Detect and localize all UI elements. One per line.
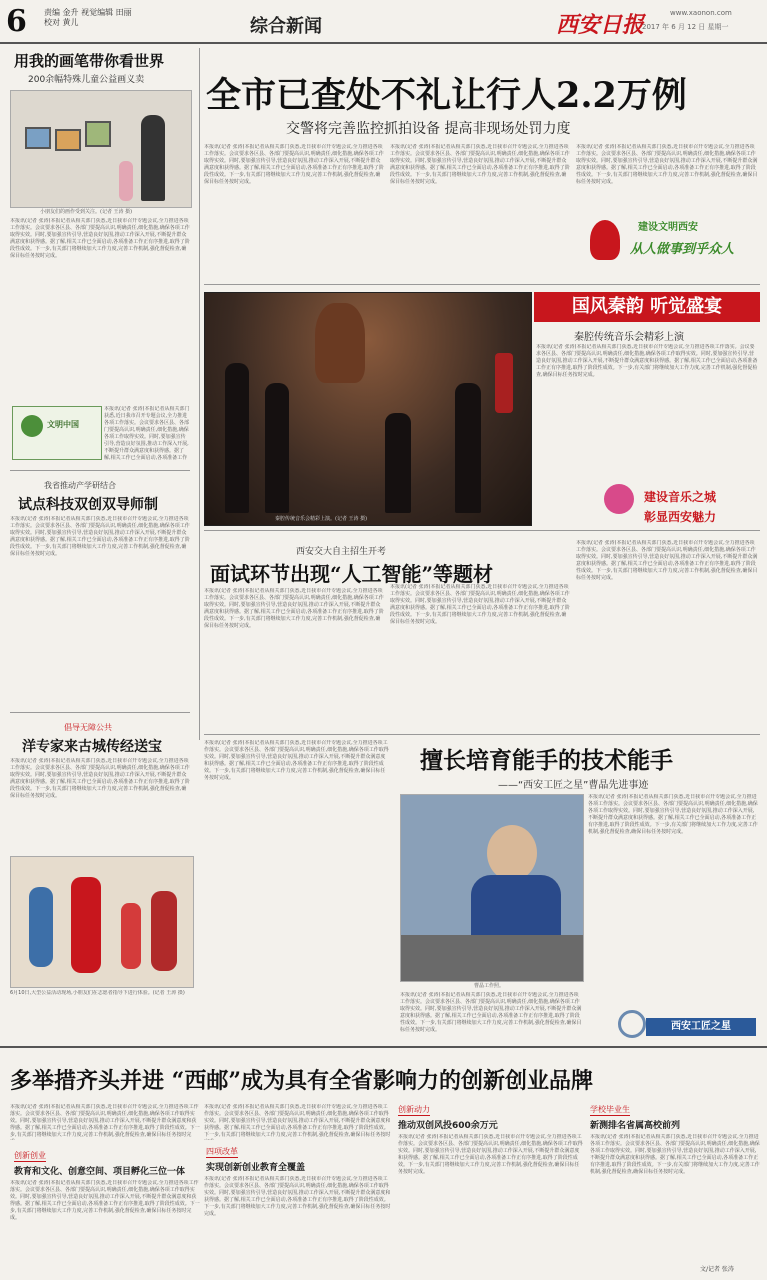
left-h3-kicker: 倡导无障公共 — [64, 723, 112, 732]
header-rule — [0, 42, 767, 44]
bottom-col3-head: 创新动力 — [398, 1105, 430, 1114]
main-text-col1: 本报讯(记者 张涛)本报记者从相关部门获悉,近日我市召开专题会议,全力推进各项工作落实。会议要求各区县、各部门要提高认识,明确责任,细化措施,确保各项工作取得实效。同时,要加强宣传引导,营造良好氛围,推动工作深入开展,不断提升群众满意度和获得感。据了解,相关工作已全面启动,各项准备工作正有序推进,取得了阶段性成效。下一步,有关部门将继续加大工作力度,完善工作机制,强化督促检查,确保目标任务按时完成。 — [204, 144, 384, 185]
craft-text-col1: 本报讯(记者 张涛)本报记者从相关部门获悉,近日我市召开专题会议,全力推进各项工作落实。会议要求各区县、各部门要提高认识,明确责任,细化措施,确保各项工作取得实效。同时,要加强宣传引导,营造良好氛围,推动工作深入开展,不断提升群众满意度和获得感。据了解,相关工作已全面启动,各项准备工作正有序推进,取得了阶段性成效。下一步,有关部门将继续加大工作力度,完善工作机制,强化督促检查,确保目标任务按时完成。 — [204, 740, 389, 781]
flower-icon — [604, 484, 634, 514]
left-story2-text: 本报讯(记者 张涛)本报记者从相关部门获悉,近日我市召开专题会议,全力推进各项工作落实。会议要求各区县、各部门要提高认识,明确责任,细化措施,确保各项工作取得实效。同时,要加强宣传引导,营造良好氛围,推动工作深入开展,不断提升群众满意度和获得感。据了解,相关工作已全面启动,各项准备工作正有序推进,取得了阶段性成效。下一步,有关部门将继续加大工作力度,完善工作机制,强化督促检查,确保目标任务按时完成。 — [10, 516, 190, 557]
painting-photo-caption: 小朋友们的画作受到关注。(记者 王涛 摄) — [40, 209, 133, 215]
badge-title: 建设文明西安 — [638, 222, 698, 233]
newspaper-logo: 西安日报 — [556, 12, 645, 38]
ad-logo-icon — [21, 415, 43, 437]
ai-text-col2: 本报讯(记者 张涛)本报记者从相关部门获悉,近日我市召开专题会议,全力推进各项工作落实。会议要求各区县、各部门要提高认识,明确责任,细化措施,确保各项工作取得实效。同时,要加强宣传引导,营造良好氛围,推动工作深入开展,不断提升群众满意度和获得感。据了解,相关工作已全面启动,各项准备工作正有序推进,取得了阶段性成效。下一步,有关部门将继续加大工作力度,完善工作机制,强化督促检查,确保目标任务按时完成。 — [390, 584, 570, 625]
badge-figure-icon — [590, 220, 620, 260]
worker-photo-caption: 曹晶工作照。 — [474, 983, 505, 989]
concert-photo — [204, 292, 532, 526]
page-number: 6 — [6, 4, 27, 39]
ai-text-col3: 本报讯(记者 张涛)本报记者从相关部门获悉,近日我市召开专题会议,全力推进各项工作落实。会议要求各区县、各部门要提高认识,明确责任,细化措施,确保各项工作取得实效。同时,要加强宣传引导,营造良好氛围,推动工作深入开展,不断提升群众满意度和获得感。据了解,相关工作已全面启动,各项准备工作正有序推进,取得了阶段性成效。下一步,有关部门将继续加大工作力度,完善工作机制,强化督促检查,确保目标任务按时完成。 — [576, 540, 758, 581]
bottom-col1-head: 创新创业 — [14, 1151, 46, 1160]
left-story1-text: 本报讯(记者 张涛)本报记者从相关部门获悉,近日我市召开专题会议,全力推进各项工作落实。会议要求各区县、各部门要提高认识,明确责任,细化措施,确保各项工作取得实效。同时,要加强宣传引导,营造良好氛围,推动工作深入开展,不断提升群众满意度和获得感。据了解,相关工作已全面启动,各项准备工作正有序推进,取得了阶段性成效。下一步,有关部门将继续加大工作力度,完善工作机制,强化督促检查,确保目标任务按时完成。 — [10, 218, 190, 259]
bottom-col1-title: 教育和文化、创意空间、项目孵化三位一体 — [14, 1167, 186, 1177]
bottom-col2-head: 四项改革 — [206, 1147, 238, 1156]
bottom-col4-title: 新测排名省属高校前列 — [590, 1121, 681, 1131]
bottom-col2-text-a: 本报讯(记者 张涛)本报记者从相关部门获悉,近日我市召开专题会议,全力推进各项工作落实。会议要求各区县、各部门要提高认识,明确责任,细化措施,确保各项工作取得实效。同时,要加强宣传引导,营造良好氛围,推动工作深入开展,不断提升群众满意度和获得感。据了解,相关工作已全面启动,各项准备工作正有序推进,取得了阶段性成效。下一步,有关部门将继续加大工作力度,完善工作机制,强化督促检查,确保目标任务按时 — [204, 1104, 391, 1138]
bottom-col1-text-a: 本报讯(记者 张涛)本报记者从相关部门获悉,近日我市召开专题会议,全力推进各项工作落实。会议要求各区县、各部门要提高认识,明确责任,细化措施,确保各项工作取得实效。同时,要加强宣传引导,营造良好氛围,推动工作深入开展,不断提升群众满意度和获得感。据了解,相关工作已全面启动,各项准备工作正有序推进,取得了阶段性成效。下一步,有关部门将继续加大工作力度,完善工作机制,强化督促检查,确保目标任务按时完 — [10, 1104, 200, 1138]
music-banner: 国风秦韵 听觉盛宴 — [534, 292, 760, 322]
left-h2: 试点科技双创双导师制 — [18, 497, 158, 513]
section-title: 综合新闻 — [250, 16, 322, 37]
volunteer-photo-caption: 6月10日,大型公益活动现场,小朋友们在志愿者指导下进行体验。(记者 王涛 摄) — [10, 990, 185, 996]
main-text-col3: 本报讯(记者 张涛)本报记者从相关部门获悉,近日我市召开专题会议,全力推进各项工作落实。会议要求各区县、各部门要提高认识,明确责任,细化措施,确保各项工作取得实效。同时,要加强宣传引导,营造良好氛围,推动工作深入开展,不断提升群众满意度和获得感。据了解,相关工作已全面启动,各项准备工作正有序推进,取得了阶段性成效。下一步,有关部门将继续加大工作力度,完善工作机制,强化督促检查,确保目标任务按时完成。 — [576, 144, 758, 185]
bottom-col1-text-b: 本报讯(记者 张涛)本报记者从相关部门获悉,近日我市召开专题会议,全力推进各项工作落实。会议要求各区县、各部门要提高认识,明确责任,细化措施,确保各项工作取得实效。同时,要加强宣传引导,营造良好氛围,推动工作深入开展,不断提升群众满意度和获得感。据了解,相关工作已全面启动,各项准备工作正有序推进,取得了阶段性成效。下一步,有关部门将继续加大工作力度,完善工作机制,强化督促检查,确保目标任务按时完成。 — [10, 1180, 200, 1221]
ai-kicker: 西安交大自主招生开考 — [296, 547, 387, 557]
ai-headline: 面试环节出现“人工智能”等题材 — [210, 562, 494, 586]
music-text: 本报讯(记者 张涛)本报记者从相关部门获悉,近日我市召开专题会议,全力推进各项工作落实。会议要求各区县、各部门要提高认识,明确责任,细化措施,确保各项工作取得实效。同时,要加强宣传引导,营造良好氛围,推动工作深入开展,不断提升群众满意度和获得感。据了解,相关工作已全面启动,各项准备工作正有序推进,取得了阶段性成效。下一步,有关部门将继续加大工作力度,完善工作机制,强化督促检查,确保目标任务按时完成。 — [536, 344, 758, 378]
craft-text-col3: 本报讯(记者 张涛)本报记者从相关部门获悉,近日我市召开专题会议,全力推进各项工作落实。会议要求各区县、各部门要提高认识,明确责任,细化措施,确保各项工作取得实效。同时,要加强宣传引导,营造良好氛围,推动工作深入开展,不断提升群众满意度和获得感。据了解,相关工作已全面启动,各项准备工作正有序推进,取得了阶段性成效。下一步,有关部门将继续加大工作力度,完善工作机制,强化督促检查,确保目标任务按时完成。 — [588, 794, 758, 835]
craft-text-col2b: 本报讯(记者 张涛)本报记者从相关部门获悉,近日我市召开专题会议,全力推进各项工作落实。会议要求各区县、各部门要提高认识,明确责任,细化措施,确保各项工作取得实效。同时,要加强宣传引导,营造良好氛围,推动工作深入开展,不断提升群众满意度和获得感。据了解,相关工作已全面启动,各项准备工作正有序推进,取得了阶段性成效。下一步,有关部门将继续加大工作力度,完善工作机制,强化督促检查,确保目标任务按时完成。 — [400, 992, 582, 1033]
ad-title: 文明中国 — [47, 419, 79, 429]
craft-badge — [618, 1010, 758, 1040]
left-story3-text: 本报讯(记者 张涛)本报记者从相关部门获悉,近日我市召开专题会议,全力推进各项工作落实。会议要求各区县、各部门要提高认识,明确责任,细化措施,确保各项工作取得实效。同时,要加强宣传引导,营造良好氛围,推动工作深入开展,不断提升群众满意度和获得感。据了解,相关工作已全面启动,各项准备工作正有序推进,取得了阶段性成效。下一步,有关部门将继续加大工作力度,完善工作机制,强化督促检查,确保目标任务按时完成。 — [10, 758, 190, 799]
left-col-divider — [199, 48, 200, 740]
bottom-col4-head: 学校毕业生 — [590, 1105, 630, 1114]
left-h1-sub: 200余幅特殊儿童公益画义卖 — [28, 75, 145, 85]
painting-photo — [10, 90, 192, 208]
civilization-badge — [584, 206, 754, 276]
music-badge-line2: 彰显西安魅力 — [644, 510, 717, 524]
main-subhead: 交警将完善监控抓拍设备 提高非现场处罚力度 — [286, 121, 571, 137]
concert-photo-caption: 秦腔传统音乐会精彩上演。(记者 王涛 摄) — [275, 516, 368, 522]
bottom-col2-text-b: 本报讯(记者 张涛)本报记者从相关部门获悉,近日我市召开专题会议,全力推进各项工作落实。会议要求各区县、各部门要提高认识,明确责任,细化措施,确保各项工作取得实效。同时,要加强宣传引导,营造良好氛围,推动工作深入开展,不断提升群众满意度和获得感。据了解,相关工作已全面启动,各项准备工作正有序推进,取得了阶段性成效。下一步,有关部门将继续加大工作力度,完善工作机制,强化督促检查,确保目标任务按时完成。 — [204, 1176, 391, 1217]
bottom-col2-title: 实现创新创业教育全覆盖 — [206, 1163, 306, 1173]
bottom-col3-title: 推动双创风投600余万元 — [398, 1121, 498, 1131]
page-header — [0, 0, 767, 44]
site-url: www.xaonon.com — [670, 9, 732, 17]
volunteer-photo — [10, 856, 194, 988]
craft-headline: 擅长培育能手的技术能手 — [420, 747, 673, 774]
bottom-headline: 多举措齐头并进 “西邮”成为具有全省影响力的创新创业品牌 — [10, 1068, 593, 1094]
left-h3: 洋专家来古城传经送宝 — [22, 739, 162, 755]
bottom-col3-text: 本报讯(记者 张涛)本报记者从相关部门获悉,近日我市召开专题会议,全力推进各项工作落实。会议要求各区县、各部门要提高认识,明确责任,细化措施,确保各项工作取得实效。同时,要加强宣传引导,营造良好氛围,推动工作深入开展,不断提升群众满意度和获得感。据了解,相关工作已全面启动,各项准备工作正有序推进,取得了阶段性成效。下一步,有关部门将继续加大工作力度,完善工作机制,强化督促检查,确保目标任务按时完成。 — [398, 1134, 583, 1175]
left-h2-kicker: 我省推动产学研结合 — [44, 481, 116, 490]
left-story1-text-b: 本报讯(记者 张涛)本报记者从相关部门获悉,近日我市召开专题会议,全力推进各项工作落实。会议要求各区县、各部门要提高认识,明确责任,细化措施,确保各项工作取得实效。同时,要加强宣传引导,营造良好氛围,推动工作深入开展,不断提升群众满意度和获得感。据了解,相关工作已全面启动,各项准备工作 — [104, 406, 190, 460]
worker-photo — [400, 794, 584, 982]
civilization-ad — [12, 406, 102, 460]
ai-text-col1: 本报讯(记者 张涛)本报记者从相关部门获悉,近日我市召开专题会议,全力推进各项工作落实。会议要求各区县、各部门要提高认识,明确责任,细化措施,确保各项工作取得实效。同时,要加强宣传引导,营造良好氛围,推动工作深入开展,不断提升群众满意度和获得感。据了解,相关工作已全面启动,各项准备工作正有序推进,取得了阶段性成效。下一步,有关部门将继续加大工作力度,完善工作机制,强化督促检查,确保目标任务按时完成。 — [204, 588, 384, 629]
bottom-byline: 文/记者 张涛 — [700, 1266, 734, 1273]
issue-date: 2017 年 6 月 12 日 星期一 — [642, 23, 729, 31]
main-text-col2: 本报讯(记者 张涛)本报记者从相关部门获悉,近日我市召开专题会议,全力推进各项工作落实。会议要求各区县、各部门要提高认识,明确责任,细化措施,确保各项工作取得实效。同时,要加强宣传引导,营造良好氛围,推动工作深入开展,不断提升群众满意度和获得感。据了解,相关工作已全面启动,各项准备工作正有序推进,取得了阶段性成效。下一步,有关部门将继续加大工作力度,完善工作机制,强化督促检查,确保目标任务按时完成。 — [390, 144, 570, 185]
music-badge — [604, 480, 758, 528]
magnifier-icon — [618, 1010, 646, 1038]
music-sub: 秦腔传统音乐会精彩上演 — [574, 332, 684, 343]
craft-sub: ——“西安工匠之星”曹晶先进事迹 — [498, 780, 649, 791]
badge-sub: 从人做事到乎众人 — [630, 242, 735, 257]
editors: 责编 金升 视觉编辑 田丽 校对 黄儿 — [44, 8, 132, 27]
bottom-col4-text: 本报讯(记者 张涛)本报记者从相关部门获悉,近日我市召开专题会议,全力推进各项工作落实。会议要求各区县、各部门要提高认识,明确责任,细化措施,确保各项工作取得实效。同时,要加强宣传引导,营造良好氛围,推动工作深入开展,不断提升群众满意度和获得感。据了解,相关工作已全面启动,各项准备工作正有序推进,取得了阶段性成效。下一步,有关部门将继续加大工作力度,完善工作机制,强化督促检查,确保目标任务按时完成。 — [590, 1134, 760, 1175]
craft-badge-label: 西安工匠之星 — [646, 1018, 756, 1036]
main-headline: 全市已查处不礼让行人2.2万例 — [206, 75, 687, 116]
music-badge-line1: 建设音乐之城 — [644, 490, 717, 504]
left-h1: 用我的画笔带你看世界 — [14, 52, 165, 70]
